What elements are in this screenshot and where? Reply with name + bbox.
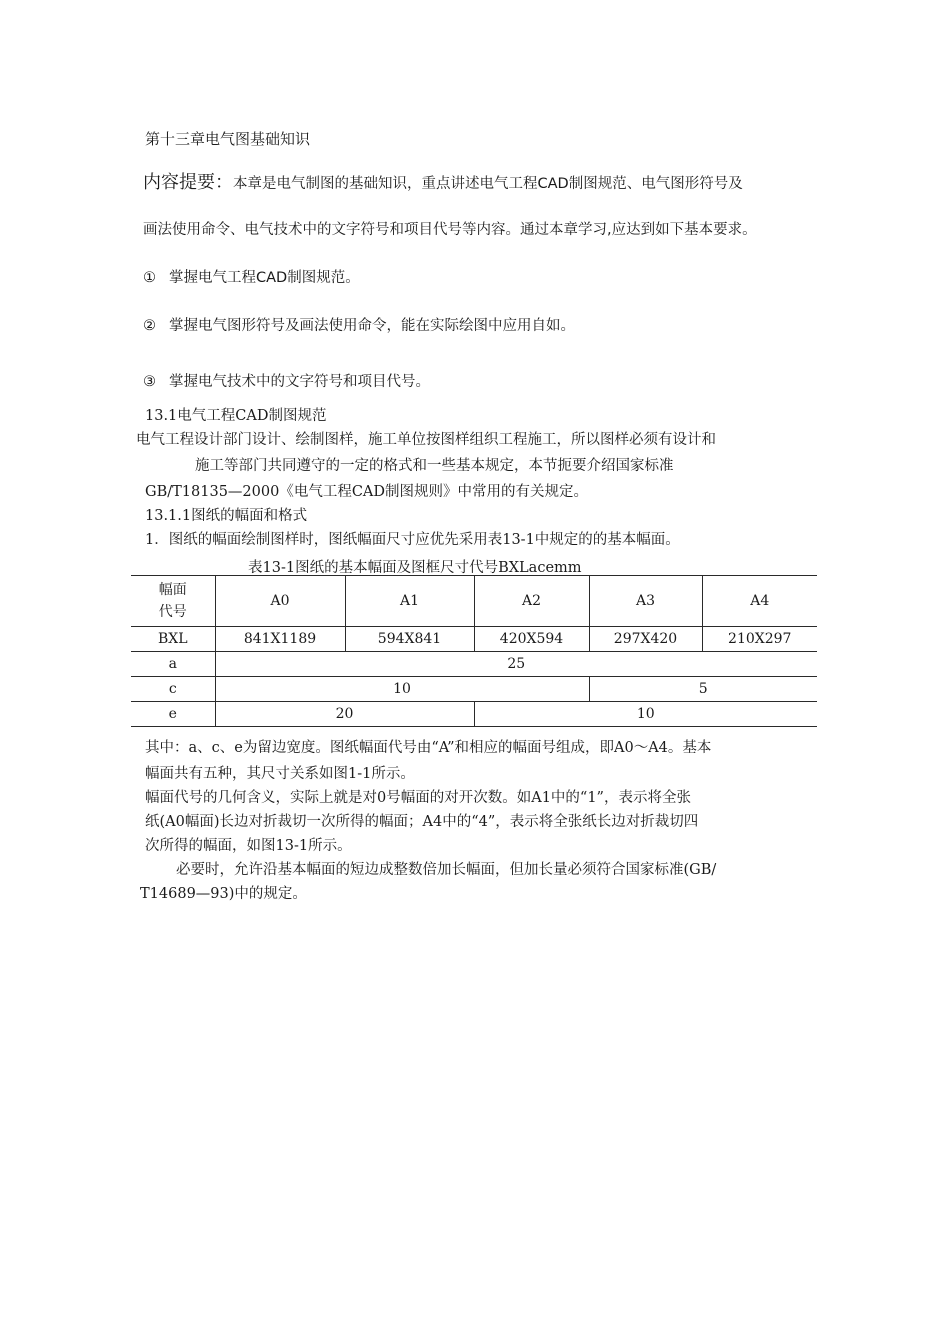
table-cell: 841X1189 xyxy=(215,627,345,652)
paragraph-line: T14689—93)中的规定。 xyxy=(140,886,307,902)
table-cell: 210X297 xyxy=(702,627,817,652)
table-caption: 表13-1图纸的基本幅面及图框尺寸代号BXLacemm xyxy=(248,560,582,576)
paragraph-line: 施工等部门共同遵守的一定的格式和一些基本规定，本节扼要介绍国家标准 xyxy=(195,458,674,474)
column-header: A2 xyxy=(474,576,589,627)
row-label: e xyxy=(131,702,215,727)
table-cell: 297X420 xyxy=(589,627,702,652)
paragraph-line: 必要时，允许沿基本幅面的短边成整数倍加长幅面，但加长量必须符合国家标准(GB/ xyxy=(176,862,717,878)
section-heading-13-1-1: 13.1.1图纸的幅面和格式 xyxy=(145,508,308,524)
table-row-bxl xyxy=(131,627,817,652)
goal-text: 掌握电气图形符号及画法使用命令，能在实际绘图中应用自如。 xyxy=(169,318,575,334)
table-cell: 20 xyxy=(215,702,474,727)
column-header: A3 xyxy=(589,576,702,627)
table-cell: 5 xyxy=(589,677,817,702)
table-row-e xyxy=(131,702,817,727)
summary-line-2: 画法使用命令、电气技术中的文字符号和项目代号等内容。通过本章学习,应达到如下基本要求。 xyxy=(143,222,757,238)
goal-item-3 xyxy=(143,370,430,391)
goal-number: ① xyxy=(143,270,156,286)
paper-size-table xyxy=(131,575,817,727)
paragraph-line: 幅面代号的几何含义，实际上就是对0号幅面的对开次数。如A1中的“1”，表示将全张 xyxy=(145,790,691,806)
goal-item-2 xyxy=(143,314,575,335)
summary-text-1: 本章是电气制图的基础知识，重点讲述电气工程CAD制图规范、电气图形符号及 xyxy=(233,176,743,192)
paragraph-line: 其中：a、c、e为留边宽度。图纸幅面代号由“A”和相应的幅面号组成，即A0～A4。基本 xyxy=(145,740,712,756)
chapter-title: 第十三章电气图基础知识 xyxy=(145,130,311,148)
paragraph-line: 幅面共有五种，其尺寸关系如图1-1所示。 xyxy=(145,766,415,782)
goal-number: ② xyxy=(143,318,156,334)
row-label: BXL xyxy=(131,627,215,652)
table-header-row xyxy=(131,576,817,627)
paragraph-line: 次所得的幅面，如图13-1所示。 xyxy=(145,838,352,854)
paragraph-line: 纸(A0幅面)长边对折裁切一次所得的幅面；A4中的“4”，表示将全张纸长边对折裁切四 xyxy=(145,814,699,830)
table-cell: 10 xyxy=(474,702,817,727)
table-cell: 25 xyxy=(215,652,817,677)
column-header: A0 xyxy=(215,576,345,627)
goal-item-1 xyxy=(143,266,360,287)
goal-text: 掌握电气技术中的文字符号和项目代号。 xyxy=(169,374,430,390)
item-1-text: 1．图纸的幅面绘制图样时，图纸幅面尺寸应优先采用表13-1中规定的的基本幅面。 xyxy=(145,532,680,548)
row-label: c xyxy=(131,677,215,702)
goal-text: 掌握电气工程CAD制图规范。 xyxy=(169,270,360,286)
column-header: A4 xyxy=(702,576,817,627)
table-row-a xyxy=(131,652,817,677)
section-heading-13-1: 13.1电气工程CAD制图规范 xyxy=(145,408,327,424)
row-label: a xyxy=(131,652,215,677)
goal-number: ③ xyxy=(143,374,156,390)
table-header-label: 幅面 代号 xyxy=(131,576,215,627)
table-cell: 594X841 xyxy=(345,627,474,652)
summary-line-1 xyxy=(143,168,743,194)
table-cell: 420X594 xyxy=(474,627,589,652)
table-cell: 10 xyxy=(215,677,589,702)
column-header: A1 xyxy=(345,576,474,627)
paragraph-line: GB/T18135—2000《电气工程CAD制图规则》中常用的有关规定。 xyxy=(145,484,589,500)
paragraph-line: 电气工程设计部门设计、绘制图样，施工单位按图样组织工程施工，所以图样必须有设计和 xyxy=(136,432,716,448)
summary-lead: 内容提要： xyxy=(143,172,233,193)
table-row-c xyxy=(131,677,817,702)
